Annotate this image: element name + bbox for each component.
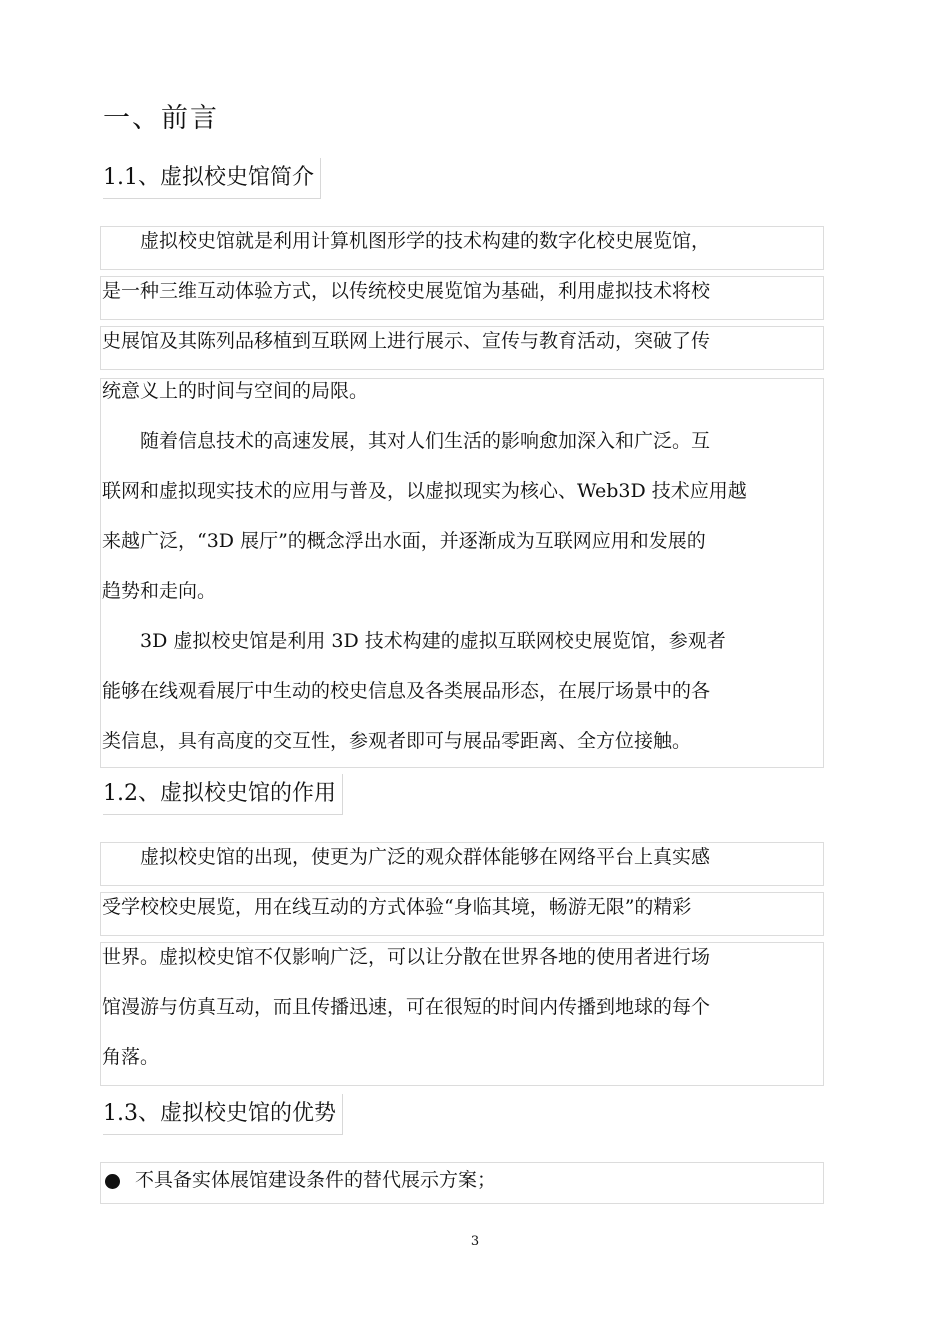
paragraph-line: 统意义上的时间与空间的局限。 — [102, 380, 369, 402]
paragraph-line: 角落。 — [102, 1046, 160, 1068]
bullet-icon — [105, 1174, 120, 1189]
chapter-heading: 一、前言 — [103, 103, 219, 134]
paragraph-line: 虚拟校史馆就是利用计算机图形学的技术构建的数字化校史展览馆， — [102, 230, 711, 252]
paragraph-line: 馆漫游与仿真互动，而且传播迅速，可在很短的时间内传播到地球的每个 — [102, 996, 711, 1018]
paragraph-line: 趋势和走向。 — [102, 580, 217, 602]
paragraph-line: 联网和虚拟现实技术的应用与普及，以虚拟现实为核心、Web3D 技术应用越 — [102, 480, 747, 502]
paragraph-line: 受学校校史展览，用在线互动的方式体验“身临其境，畅游无限”的精彩 — [102, 896, 692, 918]
paragraph-line: 世界。虚拟校史馆不仅影响广泛，可以让分散在世界各地的使用者进行场 — [102, 946, 711, 968]
section-title-1-3: 1.3、虚拟校史馆的优势 — [103, 1094, 343, 1135]
paragraph-line: 是一种三维互动体验方式，以传统校史展览馆为基础，利用虚拟技术将校 — [102, 280, 711, 302]
paragraph-line: 来越广泛，“3D 展厅”的概念浮出水面，并逐渐成为互联网应用和发展的 — [102, 530, 706, 552]
page-number: 3 — [470, 1234, 480, 1249]
paragraph-line: 类信息，具有高度的交互性，参观者即可与展品零距离、全方位接触。 — [102, 730, 692, 752]
paragraph-line: 3D 虚拟校史馆是利用 3D 技术构建的虚拟互联网校史展览馆，参观者 — [102, 630, 726, 652]
paragraph-line: 能够在线观看展厅中生动的校史信息及各类展品形态，在展厅场景中的各 — [102, 680, 711, 702]
section-title-1-2: 1.2、虚拟校史馆的作用 — [103, 774, 343, 815]
section-title-1-1: 1.1、虚拟校史馆简介 — [103, 158, 321, 199]
list-item-text: 不具备实体展馆建设条件的替代展示方案； — [135, 1169, 497, 1191]
paragraph-line: 史展馆及其陈列品移植到互联网上进行展示、宣传与教育活动，突破了传 — [102, 330, 711, 352]
list-item — [100, 1162, 824, 1204]
paragraph-line: 随着信息技术的高速发展，其对人们生活的影响愈加深入和广泛。互 — [102, 430, 711, 452]
paragraph-line: 虚拟校史馆的出现，使更为广泛的观众群体能够在网络平台上真实感 — [102, 846, 711, 868]
